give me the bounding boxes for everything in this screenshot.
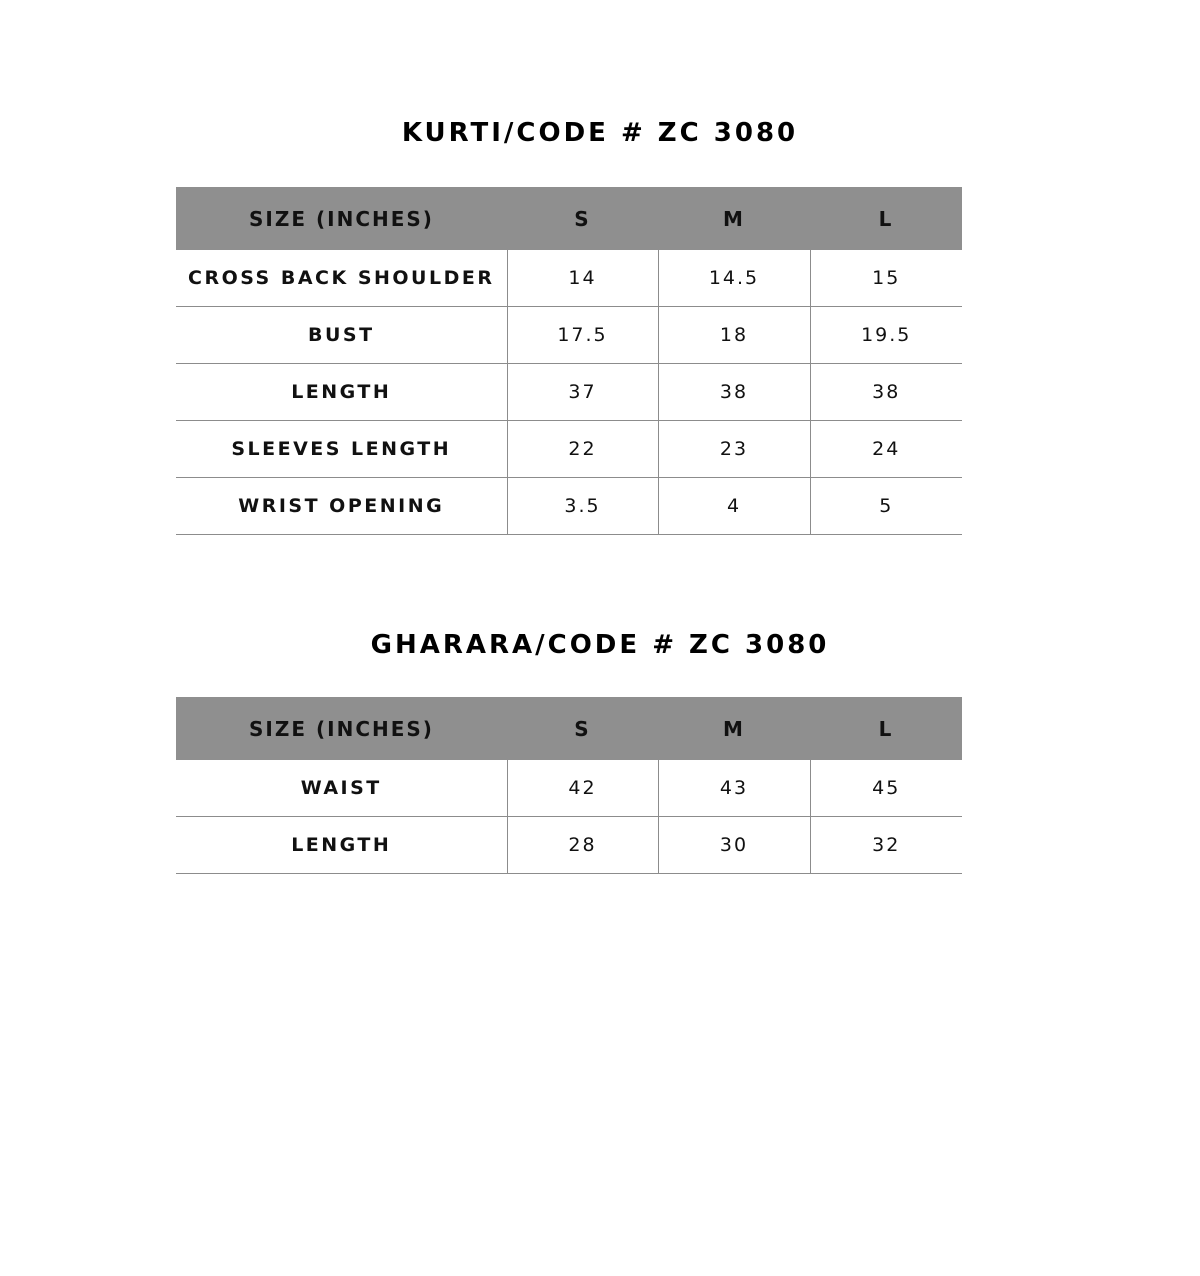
table-row [176,364,962,421]
cell-value: 45 [810,760,962,817]
header-size-s: S [507,187,658,250]
row-label: WAIST [176,760,507,817]
header-size-l: L [810,187,962,250]
row-label: CROSS BACK SHOULDER [176,250,507,307]
cell-value: 38 [810,364,962,421]
header-size-m: M [658,187,810,250]
table-row [176,307,962,364]
table-header-row [176,697,962,760]
table-header-row [176,187,962,250]
cell-value: 30 [658,817,810,874]
header-size-inches: SIZE (INCHES) [176,697,507,760]
cell-value: 3.5 [507,478,658,535]
cell-value: 38 [658,364,810,421]
table-row [176,250,962,307]
kurti-size-table [176,187,962,535]
cell-value: 17.5 [507,307,658,364]
cell-value: 28 [507,817,658,874]
gharara-size-table [176,697,962,874]
cell-value: 14 [507,250,658,307]
gharara-section-title: GHARARA/CODE # ZC 3080 [370,630,830,660]
row-label: BUST [176,307,507,364]
row-label: WRIST OPENING [176,478,507,535]
cell-value: 5 [810,478,962,535]
cell-value: 43 [658,760,810,817]
cell-value: 32 [810,817,962,874]
cell-value: 14.5 [658,250,810,307]
cell-value: 37 [507,364,658,421]
header-size-s: S [507,697,658,760]
row-label: LENGTH [176,364,507,421]
header-size-m: M [658,697,810,760]
header-size-inches: SIZE (INCHES) [176,187,507,250]
row-label: LENGTH [176,817,507,874]
cell-value: 19.5 [810,307,962,364]
cell-value: 18 [658,307,810,364]
cell-value: 24 [810,421,962,478]
table-row [176,760,962,817]
cell-value: 23 [658,421,810,478]
header-size-l: L [810,697,962,760]
cell-value: 22 [507,421,658,478]
cell-value: 4 [658,478,810,535]
cell-value: 15 [810,250,962,307]
table-row [176,421,962,478]
cell-value: 42 [507,760,658,817]
kurti-section-title: KURTI/CODE # ZC 3080 [401,118,799,148]
table-row [176,817,962,874]
table-row [176,478,962,535]
row-label: SLEEVES LENGTH [176,421,507,478]
